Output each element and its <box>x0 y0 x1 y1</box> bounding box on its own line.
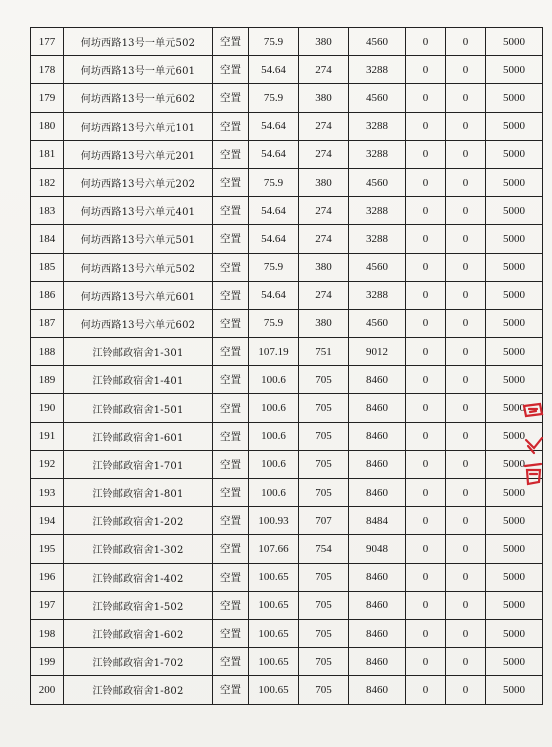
value-col-2-cell: 4560 <box>349 84 406 112</box>
status-cell: 空置 <box>213 28 249 56</box>
status-cell: 空置 <box>213 394 249 422</box>
value-col-3-cell: 0 <box>406 84 446 112</box>
row-number-cell: 177 <box>31 28 64 56</box>
value-col-4-cell: 0 <box>446 140 486 168</box>
status-cell: 空置 <box>213 366 249 394</box>
value-col-4-cell: 0 <box>446 28 486 56</box>
address-cell: 江铃邮政宿舍1-801 <box>64 479 213 507</box>
value-col-1-cell: 380 <box>299 309 349 337</box>
value-col-3-cell: 0 <box>406 281 446 309</box>
value-col-5-cell: 5000 <box>486 309 543 337</box>
value-col-5-cell: 5000 <box>486 84 543 112</box>
value-col-2-cell: 8460 <box>349 563 406 591</box>
row-number-cell: 197 <box>31 591 64 619</box>
area-cell: 75.9 <box>249 28 299 56</box>
value-col-1-cell: 274 <box>299 140 349 168</box>
address-cell: 何坊西路13号一单元601 <box>64 56 213 84</box>
value-col-1-cell: 705 <box>299 676 349 704</box>
value-col-4-cell: 0 <box>446 253 486 281</box>
value-col-3-cell: 0 <box>406 366 446 394</box>
value-col-1-cell: 380 <box>299 168 349 196</box>
value-col-4-cell: 0 <box>446 450 486 478</box>
value-col-3-cell: 0 <box>406 422 446 450</box>
value-col-5-cell: 5000 <box>486 450 543 478</box>
value-col-1-cell: 705 <box>299 422 349 450</box>
table-row <box>31 619 543 647</box>
row-number-cell: 200 <box>31 676 64 704</box>
address-cell: 江铃邮政宿舍1-301 <box>64 338 213 366</box>
value-col-5-cell: 5000 <box>486 28 543 56</box>
value-col-3-cell: 0 <box>406 253 446 281</box>
status-cell: 空置 <box>213 56 249 84</box>
value-col-4-cell: 0 <box>446 84 486 112</box>
value-col-1-cell: 705 <box>299 563 349 591</box>
value-col-2-cell: 8460 <box>349 394 406 422</box>
status-cell: 空置 <box>213 563 249 591</box>
value-col-3-cell: 0 <box>406 338 446 366</box>
address-cell: 何坊西路13号六单元602 <box>64 309 213 337</box>
value-col-4-cell: 0 <box>446 479 486 507</box>
table-row <box>31 28 543 56</box>
table-row <box>31 309 543 337</box>
table-row <box>31 225 543 253</box>
area-cell: 75.9 <box>249 84 299 112</box>
value-col-5-cell: 5000 <box>486 281 543 309</box>
status-cell: 空置 <box>213 168 249 196</box>
row-number-cell: 187 <box>31 309 64 337</box>
value-col-3-cell: 0 <box>406 225 446 253</box>
row-number-cell: 195 <box>31 535 64 563</box>
area-cell: 75.9 <box>249 309 299 337</box>
value-col-4-cell: 0 <box>446 197 486 225</box>
value-col-2-cell: 4560 <box>349 309 406 337</box>
row-number-cell: 183 <box>31 197 64 225</box>
value-col-4-cell: 0 <box>446 535 486 563</box>
value-col-1-cell: 705 <box>299 366 349 394</box>
value-col-1-cell: 380 <box>299 84 349 112</box>
value-col-3-cell: 0 <box>406 394 446 422</box>
value-col-2-cell: 4560 <box>349 168 406 196</box>
value-col-1-cell: 380 <box>299 253 349 281</box>
value-col-4-cell: 0 <box>446 338 486 366</box>
row-number-cell: 190 <box>31 394 64 422</box>
address-cell: 何坊西路13号六单元201 <box>64 140 213 168</box>
address-cell: 江铃邮政宿舍1-701 <box>64 450 213 478</box>
value-col-5-cell: 5000 <box>486 56 543 84</box>
status-cell: 空置 <box>213 140 249 168</box>
address-cell: 江铃邮政宿舍1-602 <box>64 619 213 647</box>
value-col-5-cell: 5000 <box>486 112 543 140</box>
value-col-1-cell: 707 <box>299 507 349 535</box>
value-col-4-cell: 0 <box>446 648 486 676</box>
value-col-3-cell: 0 <box>406 535 446 563</box>
value-col-5-cell: 5000 <box>486 225 543 253</box>
area-cell: 54.64 <box>249 112 299 140</box>
value-col-4-cell: 0 <box>446 225 486 253</box>
value-col-3-cell: 0 <box>406 479 446 507</box>
value-col-3-cell: 0 <box>406 648 446 676</box>
status-cell: 空置 <box>213 84 249 112</box>
status-cell: 空置 <box>213 225 249 253</box>
area-cell: 107.19 <box>249 338 299 366</box>
value-col-2-cell: 3288 <box>349 225 406 253</box>
table-row <box>31 563 543 591</box>
table-row <box>31 168 543 196</box>
row-number-cell: 185 <box>31 253 64 281</box>
value-col-3-cell: 0 <box>406 591 446 619</box>
row-number-cell: 181 <box>31 140 64 168</box>
status-cell: 空置 <box>213 338 249 366</box>
value-col-2-cell: 4560 <box>349 253 406 281</box>
status-cell: 空置 <box>213 648 249 676</box>
value-col-1-cell: 380 <box>299 28 349 56</box>
area-cell: 100.6 <box>249 394 299 422</box>
value-col-2-cell: 9012 <box>349 338 406 366</box>
status-cell: 空置 <box>213 676 249 704</box>
table-row <box>31 450 543 478</box>
table-row <box>31 422 543 450</box>
value-col-2-cell: 3288 <box>349 197 406 225</box>
area-cell: 100.65 <box>249 563 299 591</box>
table-row <box>31 479 543 507</box>
table-row <box>31 648 543 676</box>
table-row <box>31 676 543 704</box>
area-cell: 54.64 <box>249 225 299 253</box>
area-cell: 54.64 <box>249 281 299 309</box>
status-cell: 空置 <box>213 253 249 281</box>
value-col-1-cell: 705 <box>299 394 349 422</box>
value-col-3-cell: 0 <box>406 197 446 225</box>
value-col-4-cell: 0 <box>446 56 486 84</box>
value-col-2-cell: 4560 <box>349 28 406 56</box>
table-row <box>31 56 543 84</box>
row-number-cell: 199 <box>31 648 64 676</box>
value-col-1-cell: 705 <box>299 591 349 619</box>
value-col-5-cell: 5000 <box>486 648 543 676</box>
value-col-4-cell: 0 <box>446 366 486 394</box>
area-cell: 100.6 <box>249 422 299 450</box>
value-col-3-cell: 0 <box>406 56 446 84</box>
value-col-1-cell: 274 <box>299 225 349 253</box>
value-col-3-cell: 0 <box>406 309 446 337</box>
value-col-2-cell: 8460 <box>349 366 406 394</box>
value-col-5-cell: 5000 <box>486 366 543 394</box>
address-cell: 江铃邮政宿舍1-802 <box>64 676 213 704</box>
address-cell: 何坊西路13号六单元401 <box>64 197 213 225</box>
status-cell: 空置 <box>213 112 249 140</box>
row-number-cell: 182 <box>31 168 64 196</box>
row-number-cell: 186 <box>31 281 64 309</box>
table-row <box>31 197 543 225</box>
value-col-4-cell: 0 <box>446 309 486 337</box>
value-col-5-cell: 5000 <box>486 535 543 563</box>
value-col-3-cell: 0 <box>406 28 446 56</box>
area-cell: 100.93 <box>249 507 299 535</box>
row-number-cell: 192 <box>31 450 64 478</box>
row-number-cell: 193 <box>31 479 64 507</box>
table-row <box>31 535 543 563</box>
value-col-2-cell: 8460 <box>349 591 406 619</box>
value-col-2-cell: 8484 <box>349 507 406 535</box>
value-col-4-cell: 0 <box>446 676 486 704</box>
value-col-4-cell: 0 <box>446 422 486 450</box>
value-col-1-cell: 274 <box>299 112 349 140</box>
address-cell: 江铃邮政宿舍1-401 <box>64 366 213 394</box>
value-col-5-cell: 5000 <box>486 197 543 225</box>
row-number-cell: 194 <box>31 507 64 535</box>
table-row <box>31 281 543 309</box>
status-cell: 空置 <box>213 422 249 450</box>
value-col-2-cell: 3288 <box>349 56 406 84</box>
value-col-5-cell: 5000 <box>486 253 543 281</box>
row-number-cell: 191 <box>31 422 64 450</box>
area-cell: 100.6 <box>249 479 299 507</box>
value-col-5-cell: 5000 <box>486 422 543 450</box>
value-col-5-cell: 5000 <box>486 338 543 366</box>
address-cell: 江铃邮政宿舍1-502 <box>64 591 213 619</box>
address-cell: 江铃邮政宿舍1-302 <box>64 535 213 563</box>
value-col-2-cell: 9048 <box>349 535 406 563</box>
table-row <box>31 507 543 535</box>
status-cell: 空置 <box>213 591 249 619</box>
value-col-2-cell: 8460 <box>349 479 406 507</box>
value-col-5-cell: 5000 <box>486 140 543 168</box>
value-col-2-cell: 3288 <box>349 140 406 168</box>
value-col-4-cell: 0 <box>446 591 486 619</box>
address-cell: 何坊西路13号一单元602 <box>64 84 213 112</box>
value-col-4-cell: 0 <box>446 563 486 591</box>
status-cell: 空置 <box>213 479 249 507</box>
address-cell: 何坊西路13号六单元501 <box>64 225 213 253</box>
table-row <box>31 112 543 140</box>
area-cell: 100.65 <box>249 676 299 704</box>
value-col-1-cell: 274 <box>299 197 349 225</box>
status-cell: 空置 <box>213 619 249 647</box>
row-number-cell: 178 <box>31 56 64 84</box>
address-cell: 江铃邮政宿舍1-501 <box>64 394 213 422</box>
row-number-cell: 198 <box>31 619 64 647</box>
value-col-1-cell: 274 <box>299 281 349 309</box>
value-col-1-cell: 274 <box>299 56 349 84</box>
value-col-1-cell: 705 <box>299 450 349 478</box>
status-cell: 空置 <box>213 507 249 535</box>
area-cell: 75.9 <box>249 253 299 281</box>
row-number-cell: 184 <box>31 225 64 253</box>
status-cell: 空置 <box>213 197 249 225</box>
address-cell: 江铃邮政宿舍1-702 <box>64 648 213 676</box>
status-cell: 空置 <box>213 309 249 337</box>
value-col-4-cell: 0 <box>446 394 486 422</box>
value-col-5-cell: 5000 <box>486 563 543 591</box>
row-number-cell: 189 <box>31 366 64 394</box>
value-col-2-cell: 3288 <box>349 281 406 309</box>
value-col-5-cell: 5000 <box>486 591 543 619</box>
value-col-4-cell: 0 <box>446 619 486 647</box>
value-col-1-cell: 705 <box>299 648 349 676</box>
value-col-1-cell: 754 <box>299 535 349 563</box>
value-col-3-cell: 0 <box>406 140 446 168</box>
value-col-4-cell: 0 <box>446 168 486 196</box>
address-cell: 何坊西路13号六单元601 <box>64 281 213 309</box>
value-col-5-cell: 5000 <box>486 168 543 196</box>
value-col-4-cell: 0 <box>446 507 486 535</box>
value-col-3-cell: 0 <box>406 507 446 535</box>
table-row <box>31 394 543 422</box>
property-table <box>30 27 543 705</box>
address-cell: 何坊西路13号六单元502 <box>64 253 213 281</box>
value-col-5-cell: 5000 <box>486 619 543 647</box>
status-cell: 空置 <box>213 281 249 309</box>
table-row <box>31 140 543 168</box>
value-col-2-cell: 8460 <box>349 422 406 450</box>
area-cell: 100.6 <box>249 366 299 394</box>
value-col-4-cell: 0 <box>446 112 486 140</box>
address-cell: 江铃邮政宿舍1-601 <box>64 422 213 450</box>
area-cell: 100.65 <box>249 619 299 647</box>
value-col-3-cell: 0 <box>406 112 446 140</box>
area-cell: 100.65 <box>249 591 299 619</box>
value-col-3-cell: 0 <box>406 563 446 591</box>
value-col-2-cell: 3288 <box>349 112 406 140</box>
value-col-5-cell: 5000 <box>486 676 543 704</box>
value-col-3-cell: 0 <box>406 450 446 478</box>
status-cell: 空置 <box>213 450 249 478</box>
address-cell: 何坊西路13号六单元202 <box>64 168 213 196</box>
value-col-5-cell: 5000 <box>486 394 543 422</box>
value-col-2-cell: 8460 <box>349 648 406 676</box>
area-cell: 54.64 <box>249 197 299 225</box>
area-cell: 75.9 <box>249 168 299 196</box>
value-col-1-cell: 751 <box>299 338 349 366</box>
table-row <box>31 253 543 281</box>
row-number-cell: 180 <box>31 112 64 140</box>
value-col-3-cell: 0 <box>406 676 446 704</box>
value-col-1-cell: 705 <box>299 479 349 507</box>
row-number-cell: 196 <box>31 563 64 591</box>
value-col-1-cell: 705 <box>299 619 349 647</box>
table-body <box>31 28 543 705</box>
address-cell: 何坊西路13号一单元502 <box>64 28 213 56</box>
value-col-5-cell: 5000 <box>486 507 543 535</box>
table-row <box>31 366 543 394</box>
table-row <box>31 84 543 112</box>
area-cell: 107.66 <box>249 535 299 563</box>
value-col-2-cell: 8460 <box>349 676 406 704</box>
area-cell: 54.64 <box>249 56 299 84</box>
value-col-2-cell: 8460 <box>349 450 406 478</box>
row-number-cell: 179 <box>31 84 64 112</box>
area-cell: 100.6 <box>249 450 299 478</box>
address-cell: 何坊西路13号六单元101 <box>64 112 213 140</box>
value-col-3-cell: 0 <box>406 619 446 647</box>
value-col-5-cell: 5000 <box>486 479 543 507</box>
value-col-2-cell: 8460 <box>349 619 406 647</box>
address-cell: 江铃邮政宿舍1-402 <box>64 563 213 591</box>
value-col-4-cell: 0 <box>446 281 486 309</box>
area-cell: 100.65 <box>249 648 299 676</box>
area-cell: 54.64 <box>249 140 299 168</box>
value-col-3-cell: 0 <box>406 168 446 196</box>
row-number-cell: 188 <box>31 338 64 366</box>
address-cell: 江铃邮政宿舍1-202 <box>64 507 213 535</box>
status-cell: 空置 <box>213 535 249 563</box>
table-row <box>31 591 543 619</box>
table-row <box>31 338 543 366</box>
